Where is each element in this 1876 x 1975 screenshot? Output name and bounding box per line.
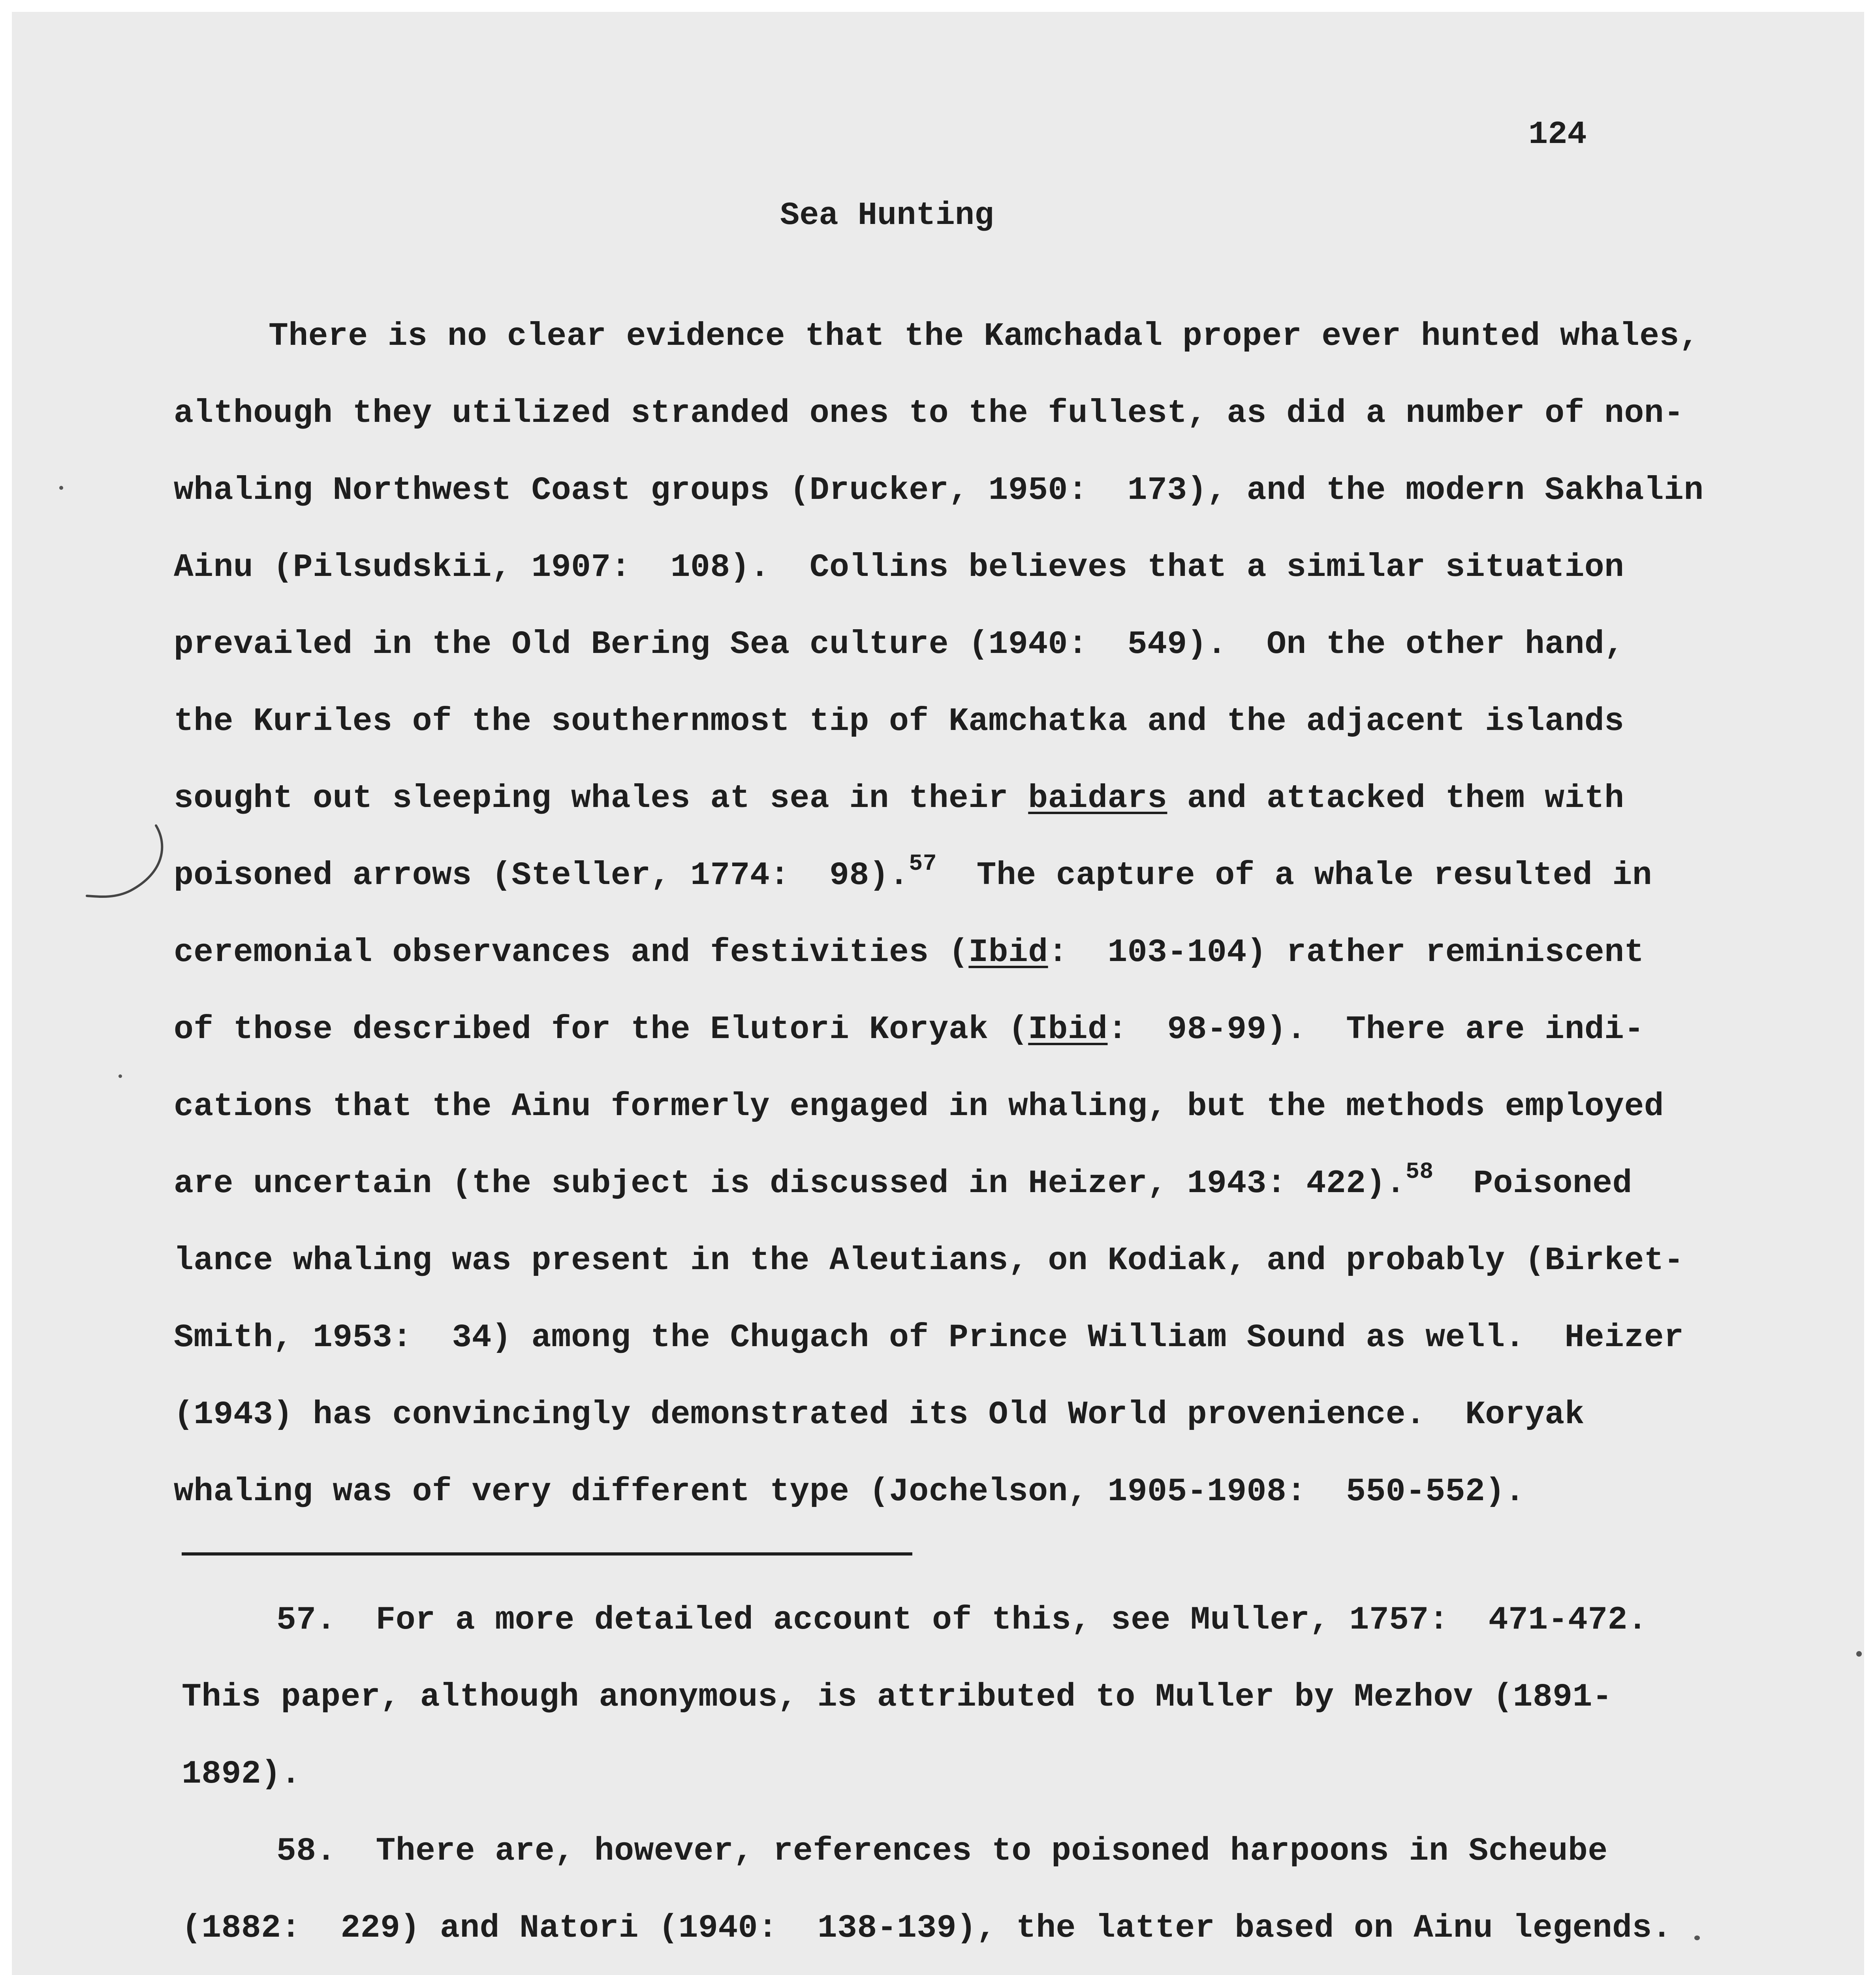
section-title: Sea Hunting — [780, 197, 994, 234]
body-line-8 — [174, 851, 1652, 894]
body-line-13: lance whaling was present in the Aleutians, on Kodiak, and probably (Birket- — [174, 1242, 1684, 1279]
body-line-9 — [174, 936, 1644, 969]
body-line-7 — [174, 782, 1624, 815]
body-line-10-text: of those described for the Elutori Koryak ( — [174, 1011, 1028, 1048]
footnote-separator — [182, 1552, 912, 1556]
footnote-ref-58: 58 — [1406, 1159, 1434, 1185]
body-line-1: There is no clear evidence that the Kamchadal proper ever hunted whales, — [269, 318, 1699, 355]
scan-speck — [1856, 1651, 1862, 1657]
body-line-9-text: ceremonial observances and festivities ( — [174, 934, 969, 971]
body-line-10-end: : 98-99). There are indi- — [1107, 1011, 1644, 1048]
underlined-term-baidars: baidars — [1028, 780, 1167, 817]
scan-speck — [1694, 1936, 1700, 1940]
body-line-2: although they utilized stranded ones to the fullest, as did a number of non- — [174, 395, 1684, 432]
body-line-10 — [174, 1013, 1644, 1046]
body-line-6: the Kuriles of the southernmost tip of Kamchatka and the adjacent islands — [174, 703, 1624, 740]
body-line-12-text: are uncertain (the subject is discussed in Heizer, 1943: 422). — [174, 1165, 1406, 1202]
body-line-16: whaling was of very different type (Jochelson, 1905-1908: 550-552). — [174, 1473, 1525, 1510]
body-line-12-end: Poisoned — [1433, 1165, 1632, 1202]
body-line-5: prevailed in the Old Bering Sea culture (1940: 549). On the other hand, — [174, 626, 1624, 663]
footnote-57-line-1: 57. For a more detailed account of this, see Muller, 1757: 471-472. — [276, 1601, 1648, 1638]
page-number: 124 — [1528, 116, 1587, 153]
footnote-ref-57: 57 — [909, 851, 937, 877]
footnote-57-line-3: 1892). — [182, 1755, 301, 1793]
footnote-58-line-2: (1882: 229) and Natori (1940: 138-139), the latter based on Ainu legends. — [182, 1909, 1672, 1947]
body-line-11: cations that the Ainu formerly engaged in whaling, but the methods employed — [174, 1088, 1664, 1125]
body-line-3: whaling Northwest Coast groups (Drucker, 1950: 173), and the modern Sakhalin — [174, 472, 1704, 509]
margin-pencil-mark — [79, 822, 166, 901]
underlined-ibid-2: Ibid — [1028, 1011, 1108, 1048]
underlined-ibid-1: Ibid — [968, 934, 1048, 971]
footnote-58-line-1: 58. There are, however, references to poisoned harpoons in Scheube — [276, 1832, 1608, 1870]
footnote-57-line-2: This paper, although anonymous, is attributed to Muller by Mezhov (1891- — [182, 1678, 1613, 1715]
body-line-8-text: poisoned arrows (Steller, 1774: 98). — [174, 857, 909, 894]
body-line-15: (1943) has convincingly demonstrated its Old World provenience. Koryak — [174, 1396, 1585, 1433]
scan-speck — [59, 486, 63, 490]
body-line-12 — [174, 1159, 1632, 1202]
body-line-4: Ainu (Pilsudskii, 1907: 108). Collins believes that a similar situation — [174, 549, 1624, 586]
body-line-7-end: and attacked them with — [1167, 780, 1624, 817]
body-line-9-end: : 103-104) rather reminiscent — [1048, 934, 1644, 971]
body-line-14: Smith, 1953: 34) among the Chugach of Prince William Sound as well. Heizer — [174, 1319, 1684, 1356]
scan-speck — [118, 1074, 122, 1078]
body-line-7-text: sought out sleeping whales at sea in their — [174, 780, 1008, 817]
body-line-8-end: The capture of a whale resulted in — [937, 857, 1652, 894]
